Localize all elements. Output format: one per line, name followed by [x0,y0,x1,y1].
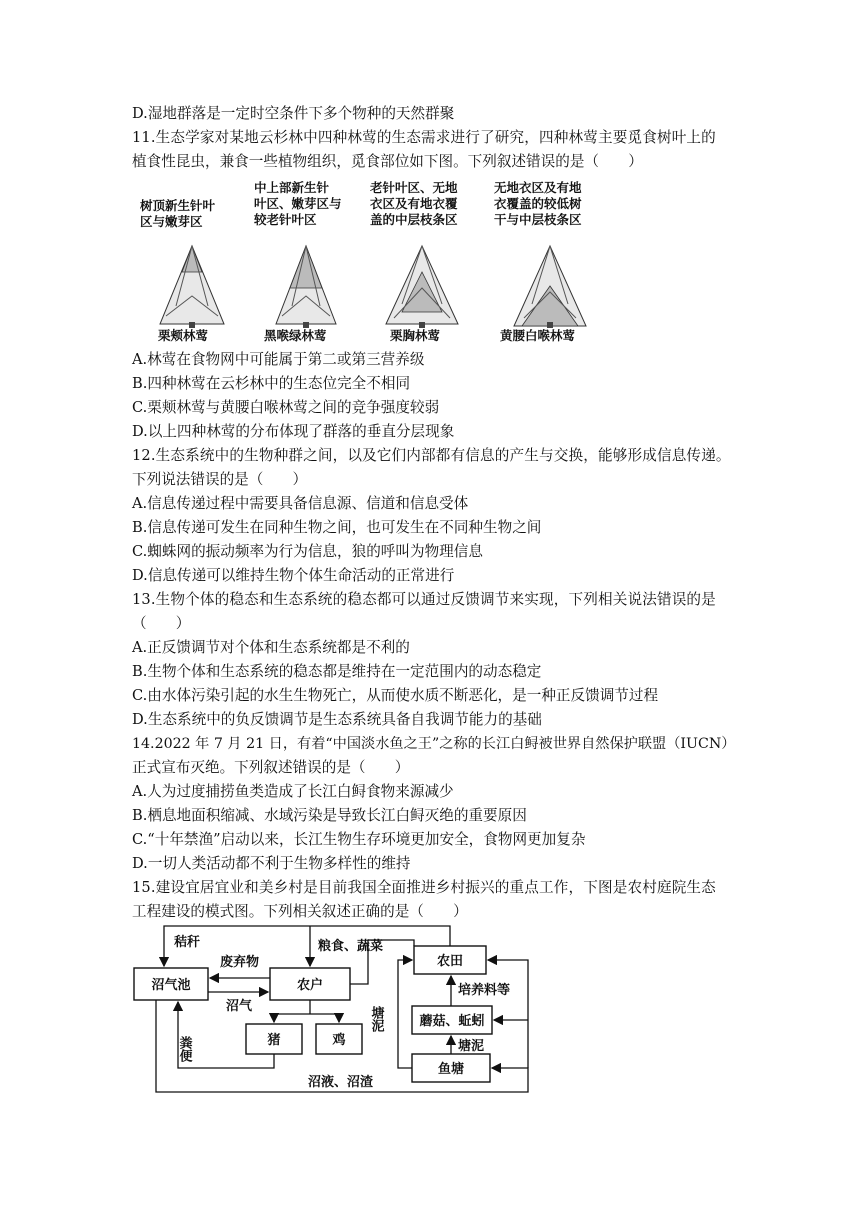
q13-stem-line1: 13.生物个体的稳态和生态系统的稳态都可以通过反馈调节来实现，下列相关说法错误的是 [132,591,716,608]
tree-panel-3 [368,176,480,346]
q11-stem-line2: 植食性昆虫，兼食一些植物组织，觅食部位如下图。下列叙述错误的是（ ） [132,153,643,170]
q12-option-a: A.信息传递过程中需要具备信息源、信道和信息受体 [132,495,469,512]
tree-panel-2 [254,176,366,346]
eco-engineering-diagram [128,920,548,1100]
tree-name-4: 黄腰白喉林莺 [500,328,576,343]
q12-stem-line1: 12.生态系统中的生物种群之间，以及它们内部都有信息的产生与交换，能够形成信息传递。 [132,447,731,464]
label-grain-vegetables: 粮食、蔬菜 [318,939,384,954]
q11-option-c: C.栗颊林莺与黄腰白喉林莺之间的竞争强度较弱 [132,399,440,416]
q14-option-a: A.人为过度捕捞鱼类造成了长江白鲟食物来源减少 [132,783,454,800]
q14-option-b: B.栖息地面积缩减、水域污染是导致长江白鲟灭绝的重要原因 [132,807,527,824]
tree-name-2: 黑喉绿林莺 [264,328,327,343]
q15-stem-line1: 15.建设宜居宜业和美乡村是目前我国全面推进乡村振兴的重点工作，下图是农村庭院生态 [132,879,716,896]
q12-option-b: B.信息传递可发生在同种生物之间，也可发生在不同种生物之间 [132,519,542,536]
tree-title-1: 树顶新生针叶 区与嫩芽区 [140,198,216,229]
tree-name-3: 栗胸林莺 [390,328,441,343]
q12-stem-line2: 下列说法错误的是（ ） [132,471,308,488]
tree-name-1: 栗颊林莺 [158,328,209,343]
q10-option-d: D.湿地群落是一定时空条件下多个物种的天然群聚 [132,105,455,122]
q15-stem-line2: 工程建设的模式图。下列相关叙述正确的是（ ） [132,903,468,920]
q11-option-a: A.林莺在食物网中可能属于第二或第三营养级 [132,351,425,368]
node-pig: 猪 [267,1033,281,1048]
q11-option-d: D.以上四种林莺的分布体现了群落的垂直分层现象 [132,423,455,440]
q13-stem-line2: （ ） [132,615,191,632]
node-chicken: 鸡 [332,1033,346,1048]
node-mushroom-earthworm: 蘑菇、蚯蚓 [419,1014,485,1029]
node-field: 农田 [436,954,464,969]
tree-title-2: 中上部新生针 叶区、嫩芽区与 较老针叶区 [254,180,342,227]
q11-option-b: B.四种林莺在云杉林中的生态位完全不相同 [132,375,411,392]
q13-option-c: C.由水体污染引起的水生生物死亡，从而使水质不断恶化，是一种正反馈调节过程 [132,687,659,704]
label-pond-mud-right: 塘泥 [458,1039,485,1054]
warbler-figure [132,176,612,346]
tree-illustration-1 [136,176,248,346]
q13-option-b: B.生物个体和生态系统的稳态都是维持在一定范围内的动态稳定 [132,663,542,680]
tree-illustration-2 [254,176,366,346]
label-pond-mud-left: 塘泥 [368,1006,384,1032]
q14-option-d: D.一切人类活动都不利于生物多样性的维持 [132,855,411,872]
q13-option-a: A.正反馈调节对个体和生态系统都是不利的 [132,639,410,656]
q13-option-d: D.生态系统中的负反馈调节是生态系统具备自我调节能力的基础 [132,711,542,728]
tree-title-4: 无地衣区及有地 衣覆盖的较低树 干与中层枝条区 [494,180,582,227]
label-straw: 秸秆 [174,935,201,950]
node-biogas-pool: 沼气池 [151,978,191,993]
tree-panel-1 [136,176,248,346]
q14-option-c: C.“十年禁渔”启动以来，长江生物生存环境更加安全，食物网更加复杂 [132,831,586,848]
label-waste: 废弃物 [220,955,260,970]
q12-option-c: C.蜘蛛网的振动频率为行为信息，狼的呼叫为物理信息 [132,543,483,560]
q14-stem-line1: 14.2022 年 7 月 21 日，有着“中国淡水鱼之王”之称的长江白鲟被世界自然保护联盟（IUCN） [132,736,736,752]
node-farmer: 农户 [296,978,324,993]
label-biogas: 沼气 [226,999,253,1014]
tree-illustration-3 [368,176,480,346]
label-manure-1: 粪便 [176,1036,192,1062]
q12-option-d: D.信息传递可以维持生物个体生命活动的正常进行 [132,567,455,584]
q11-stem-line1: 11.生态学家对某地云杉林中四种林莺的生态需求进行了研究，四种林莺主要觅食树叶上的 [132,129,716,146]
tree-title-3: 老针叶区、无地 衣区及有地衣覆 盖的中层枝条区 [370,180,458,227]
tree-illustration-4 [494,176,612,346]
label-culture-material: 培养料等 [458,983,511,998]
tree-panel-4 [494,176,612,346]
node-fish-pond: 鱼塘 [437,1062,465,1077]
q14-stem-line2: 正式宣布灭绝。下列叙述错误的是（ ） [132,759,410,776]
label-slurry-residue: 沼液、沼渣 [308,1075,374,1090]
